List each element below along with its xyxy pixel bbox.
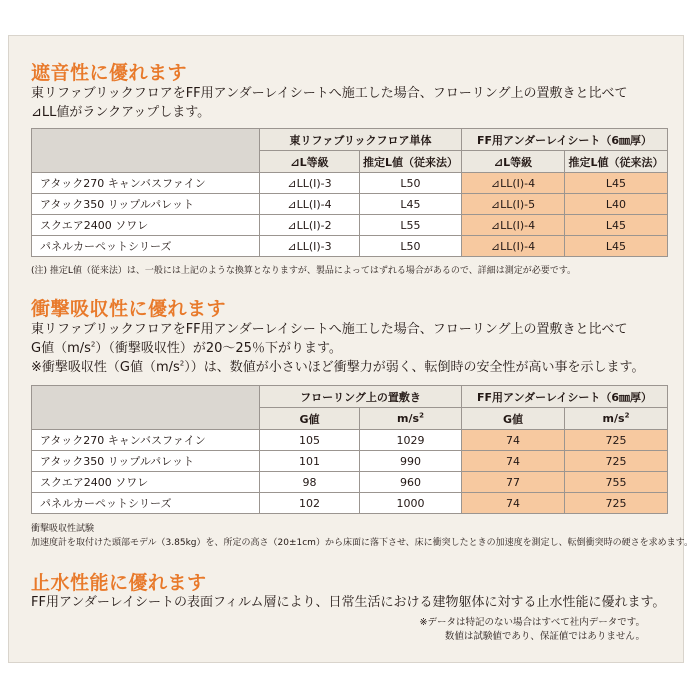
sub-header [565,408,668,430]
cell: L45 [360,194,462,215]
cell-highlight: 755 [565,472,668,493]
product-name: アタック350 リップルパレット [32,451,260,472]
shock-absorption-text-3 [31,358,644,377]
cell: 990 [360,451,462,472]
superscript: 2 [419,411,424,420]
cell-highlight: 725 [565,430,668,451]
sub-header: G値 [462,408,565,430]
text-part: ））は、数値が小さいほど衝撃力が弱く、転倒時の安全性が高い事を示します。 [184,360,645,375]
product-name: スクエア2400 ソワレ [32,472,260,493]
cell: 105 [260,430,360,451]
sound-insulation-text-1: 東リファブリックフロアをFF用アンダーレイシートへ施工した場合、フローリング上の置敷きと比べて [31,86,628,101]
cell: L50 [360,173,462,194]
cell: 960 [360,472,462,493]
table-row [32,194,668,215]
product-name: アタック350 リップルパレット [32,194,260,215]
shock-absorption-heading: 衝撃吸収性に優れます [31,298,227,320]
cell-highlight: 74 [462,493,565,514]
table-row [32,215,668,236]
cell-highlight: 74 [462,451,565,472]
test-title: 衝撃吸収性試験 [31,524,95,534]
shock-absorption-text-2 [31,339,342,358]
waterproof-text: FF用アンダーレイシートの表面フィルム層により、日常生活における建物躯体に対する止水性能に優れます。 [31,595,666,610]
test-description: 加速度計を取付けた頭部モデル（3.85kg）を、所定の高さ（20±1cm）から床面に落下させ、床に衝突したときの加速度を測定し、転倒衝突時の硬さを求めます。 [31,538,693,548]
cell-highlight: ⊿LL(Ⅰ)-4 [462,215,565,236]
sub-header: G値 [260,408,360,430]
product-name: アタック270 キャンバスファイン [32,430,260,451]
superscript: 2 [624,411,630,420]
cell-highlight: 725 [565,451,668,472]
cell-highlight: 725 [565,493,668,514]
cell: ⊿LL(Ⅰ)-3 [260,173,360,194]
waterproof-heading: 止水性能に優れます [31,572,207,594]
group-header-standalone: 東リファブリックフロア単体 [260,129,462,151]
cell-highlight: L40 [565,194,668,215]
shock-absorption-table [31,385,668,514]
sound-insulation-table [31,128,668,257]
unit-label: m/s [397,412,420,425]
feature-panel [8,35,693,663]
cell-highlight: L45 [565,236,668,257]
cell-highlight: 74 [462,430,565,451]
text-part: G値（m/s [31,341,91,356]
table-row [32,236,668,257]
data-note-1: ※データは特記のない場合はすべて社内データです。 [419,617,645,628]
sub-header [360,408,462,430]
cell-highlight: L45 [565,215,668,236]
superscript: 2 [90,340,96,349]
group-header-underlay: FF用アンダーレイシート（6㎜厚） [462,129,668,151]
table-row [32,472,668,493]
group-header-underlay: FF用アンダーレイシート（6㎜厚） [462,386,668,408]
unit-label: m/s [602,412,625,425]
sound-insulation-heading: 遮音性に優れます [31,62,188,84]
product-name: スクエア2400 ソワレ [32,215,260,236]
text-part: ）（衝撃吸収性）が20～25％下がります。 [95,341,342,356]
cell: ⊿LL(Ⅰ)-4 [260,194,360,215]
table-row [32,173,668,194]
superscript: 2 [179,359,185,368]
cell: 1000 [360,493,462,514]
data-note-2: 数値は試験値であり、保証値ではありません。 [444,631,645,642]
table-row [32,451,668,472]
product-name: パネルカーペットシリーズ [32,493,260,514]
group-header-flooring: フローリング上の置敷き [260,386,462,408]
sub-header: 推定L値（従来法） [565,151,668,173]
sub-header: ⊿L等級 [462,151,565,173]
cell-highlight: L45 [565,173,668,194]
cell: 98 [260,472,360,493]
shock-absorption-text-1: 東リファブリックフロアをFF用アンダーレイシートへ施工した場合、フローリング上の置敷きと比べて [31,322,628,337]
product-name: パネルカーペットシリーズ [32,236,260,257]
cell: L55 [360,215,462,236]
sub-header: ⊿L等級 [260,151,360,173]
cell: ⊿LL(Ⅰ)-2 [260,215,360,236]
cell: L50 [360,236,462,257]
cell-highlight: ⊿LL(Ⅰ)-5 [462,194,565,215]
sound-insulation-text-2: ⊿LL値がランクアップします。 [31,105,211,120]
sub-header: 推定L値（従来法） [360,151,462,173]
cell: 101 [260,451,360,472]
table-row [32,493,668,514]
cell-highlight: 77 [462,472,565,493]
table-corner [32,386,260,430]
table-corner [32,129,260,173]
table-row [32,430,668,451]
cell-highlight: ⊿LL(Ⅰ)-4 [462,236,565,257]
cell: 102 [260,493,360,514]
cell-highlight: ⊿LL(Ⅰ)-4 [462,173,565,194]
text-part: ※衝撃吸収性（G値（m/s [31,360,180,375]
cell: ⊿LL(Ⅰ)-3 [260,236,360,257]
product-name: アタック270 キャンバスファイン [32,173,260,194]
sound-insulation-note: (注) 推定L値（従来法）は、一般には上記のような換算となりますが、製品によってはずれる場合があるので、詳細は測定が必要です。 [31,266,577,276]
cell: 1029 [360,430,462,451]
